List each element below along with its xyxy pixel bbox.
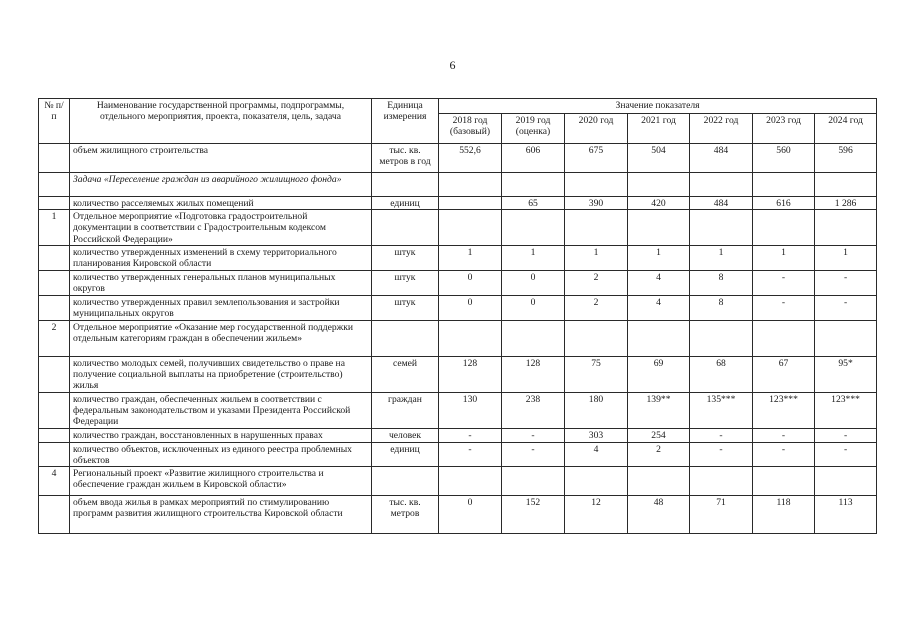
row-value: - (815, 428, 877, 442)
row-value: 113 (815, 496, 877, 534)
row-value: 135*** (690, 392, 753, 428)
header-year: 2022 год (690, 114, 753, 144)
row-num: 2 (39, 320, 70, 356)
row-name: количество утвержденных генеральных планов муниципальных округов (70, 270, 372, 295)
row-name: количество расселяемых жилых помещений (70, 197, 372, 210)
row-value: - (502, 442, 565, 466)
row-value: 1 286 (815, 197, 877, 210)
row-unit (372, 467, 439, 496)
row-value: - (439, 428, 502, 442)
row-value (502, 173, 565, 197)
table-row (39, 467, 877, 496)
row-value (502, 320, 565, 356)
row-value: - (753, 270, 815, 295)
table-row (39, 428, 877, 442)
row-unit: тыс. кв. метров (372, 496, 439, 534)
row-value: 8 (690, 295, 753, 320)
row-value (439, 467, 502, 496)
row-value (628, 210, 690, 246)
table-row (39, 295, 877, 320)
row-value: 1 (628, 245, 690, 270)
row-value: 4 (628, 270, 690, 295)
row-value (753, 467, 815, 496)
row-value: 1 (753, 245, 815, 270)
header-year: 2024 год (815, 114, 877, 144)
row-name: количество граждан, обеспеченных жильем в соответствии с федеральным законодательством и указами Президента Российской Федерации (70, 392, 372, 428)
row-value: 484 (690, 197, 753, 210)
row-num (39, 245, 70, 270)
row-value (690, 320, 753, 356)
row-value: 390 (565, 197, 628, 210)
header-year: 2020 год (565, 114, 628, 144)
row-value: 1 (502, 245, 565, 270)
row-value (439, 197, 502, 210)
row-num (39, 295, 70, 320)
header-name: Наименование государственной программы, подпрограммы, отдельного мероприятия, проекта, показателя, цель, задача (70, 99, 372, 144)
table-row (39, 197, 877, 210)
row-value: 420 (628, 197, 690, 210)
row-unit: штук (372, 270, 439, 295)
row-value: 238 (502, 392, 565, 428)
row-unit: человек (372, 428, 439, 442)
table-row (39, 173, 877, 197)
row-num (39, 356, 70, 392)
row-value: 71 (690, 496, 753, 534)
row-value: 65 (502, 197, 565, 210)
row-unit: единиц (372, 442, 439, 466)
row-unit: единиц (372, 197, 439, 210)
table-row (39, 270, 877, 295)
row-value: - (690, 428, 753, 442)
row-value: 69 (628, 356, 690, 392)
row-value (628, 320, 690, 356)
row-value: 130 (439, 392, 502, 428)
row-value: 1 (565, 245, 628, 270)
table-row (39, 442, 877, 466)
row-value: - (690, 442, 753, 466)
row-value: - (815, 442, 877, 466)
row-unit (372, 173, 439, 197)
row-value: 8 (690, 270, 753, 295)
row-value: 1 (815, 245, 877, 270)
row-name: Отдельное мероприятие «Оказание мер государственной поддержки отдельным категориям граждан в обеспечении жильем» (70, 320, 372, 356)
row-num (39, 428, 70, 442)
row-name: количество граждан, восстановленных в нарушенных правах (70, 428, 372, 442)
header-year: 2019 год (оценка) (502, 114, 565, 144)
row-num: 1 (39, 210, 70, 246)
row-value (815, 210, 877, 246)
row-value (565, 210, 628, 246)
row-value: 12 (565, 496, 628, 534)
row-num (39, 270, 70, 295)
row-num (39, 442, 70, 466)
row-value (815, 320, 877, 356)
row-value (815, 173, 877, 197)
row-value: 254 (628, 428, 690, 442)
row-unit (372, 210, 439, 246)
row-value: 123*** (753, 392, 815, 428)
row-value: - (753, 428, 815, 442)
row-value: - (815, 295, 877, 320)
row-name: количество утвержденных правил землепользования и застройки муниципальных округов (70, 295, 372, 320)
row-value: 75 (565, 356, 628, 392)
table-row (39, 144, 877, 173)
table-row (39, 392, 877, 428)
row-value (502, 467, 565, 496)
row-num (39, 197, 70, 210)
row-value (753, 173, 815, 197)
row-value: 0 (439, 270, 502, 295)
row-value: 139** (628, 392, 690, 428)
row-value: 303 (565, 428, 628, 442)
row-value: 1 (690, 245, 753, 270)
table-row (39, 356, 877, 392)
row-value: 0 (439, 295, 502, 320)
header-num: № п/п (39, 99, 70, 144)
row-value: 2 (565, 270, 628, 295)
row-value (690, 467, 753, 496)
row-value: 123*** (815, 392, 877, 428)
row-value (565, 467, 628, 496)
row-value (690, 210, 753, 246)
table-row (39, 210, 877, 246)
row-name: количество утвержденных изменений в схему территориального планирования Кировской области (70, 245, 372, 270)
row-value (628, 467, 690, 496)
row-value (815, 467, 877, 496)
row-name: Задача «Переселение граждан из аварийного жилищного фонда» (70, 173, 372, 197)
row-name: Отдельное мероприятие «Подготовка градостроительной документации в соответствии с Градостроительным кодексом Российской Федерации» (70, 210, 372, 246)
row-value: 552,6 (439, 144, 502, 173)
row-value: 2 (628, 442, 690, 466)
row-value: - (439, 442, 502, 466)
row-value: 560 (753, 144, 815, 173)
row-name: количество молодых семей, получивших свидетельство о праве на получение социальной выплаты на приобретение (строительство) жилья (70, 356, 372, 392)
row-num (39, 173, 70, 197)
row-name: объем жилищного строительства (70, 144, 372, 173)
row-unit (372, 320, 439, 356)
row-value: 504 (628, 144, 690, 173)
row-value (628, 173, 690, 197)
row-num (39, 144, 70, 173)
header-year: 2018 год (базовый) (439, 114, 502, 144)
header-year: 2021 год (628, 114, 690, 144)
row-value: 128 (439, 356, 502, 392)
row-unit: штук (372, 295, 439, 320)
row-unit: штук (372, 245, 439, 270)
row-value: 0 (502, 295, 565, 320)
row-unit: граждан (372, 392, 439, 428)
row-value: 128 (502, 356, 565, 392)
row-value: - (753, 295, 815, 320)
table-row (39, 496, 877, 534)
table-row (39, 245, 877, 270)
row-value (565, 173, 628, 197)
row-value: 2 (565, 295, 628, 320)
row-name: количество объектов, исключенных из единого реестра проблемных объектов (70, 442, 372, 466)
row-name: объем ввода жилья в рамках мероприятий по стимулированию программ развития жилищного строительства Кировской области (70, 496, 372, 534)
row-value: 4 (628, 295, 690, 320)
table-row (39, 320, 877, 356)
row-num: 4 (39, 467, 70, 496)
row-value (502, 210, 565, 246)
row-value (439, 173, 502, 197)
row-value: - (815, 270, 877, 295)
header-values-title: Значение показателя (439, 99, 877, 114)
row-name: Региональный проект «Развитие жилищного строительства и обеспечение граждан жильем в Кировской области» (70, 467, 372, 496)
row-num (39, 392, 70, 428)
indicators-table (38, 98, 877, 534)
row-value: 118 (753, 496, 815, 534)
row-value (565, 320, 628, 356)
row-value: - (753, 442, 815, 466)
page-number: 6 (449, 58, 456, 72)
header-unit: Единица измерения (372, 99, 439, 144)
row-num (39, 496, 70, 534)
row-value: 606 (502, 144, 565, 173)
row-value (439, 210, 502, 246)
row-value: 95* (815, 356, 877, 392)
row-value: 484 (690, 144, 753, 173)
row-value: 68 (690, 356, 753, 392)
row-value: 0 (502, 270, 565, 295)
row-value: 616 (753, 197, 815, 210)
row-value: - (502, 428, 565, 442)
row-value (690, 173, 753, 197)
row-value: 152 (502, 496, 565, 534)
row-value: 1 (439, 245, 502, 270)
row-value: 180 (565, 392, 628, 428)
row-value: 4 (565, 442, 628, 466)
row-value: 48 (628, 496, 690, 534)
row-unit: семей (372, 356, 439, 392)
row-value (439, 320, 502, 356)
row-value (753, 210, 815, 246)
row-value: 596 (815, 144, 877, 173)
row-value (753, 320, 815, 356)
header-year: 2023 год (753, 114, 815, 144)
row-unit: тыс. кв. метров в год (372, 144, 439, 173)
row-value: 67 (753, 356, 815, 392)
row-value: 0 (439, 496, 502, 534)
row-value: 675 (565, 144, 628, 173)
